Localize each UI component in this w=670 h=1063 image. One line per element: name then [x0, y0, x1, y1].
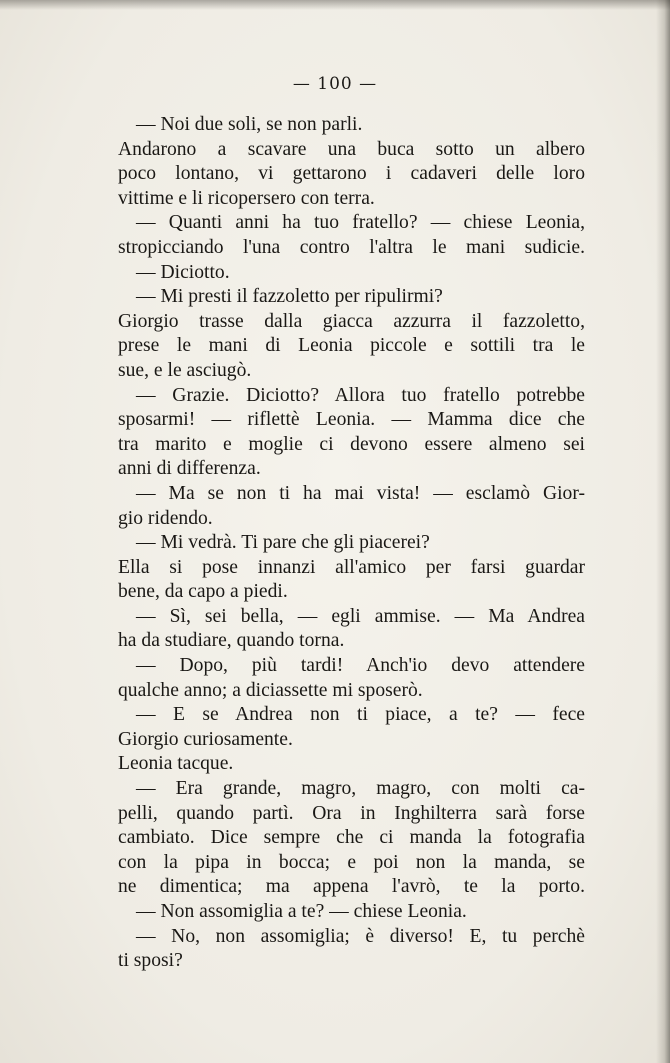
text-line: Giorgio curiosamente.: [118, 728, 293, 750]
text-line: cambiato. Dice sempre che ci manda la fotografia: [118, 827, 585, 849]
text-line: — Era grande, magro, magro, con molti ca-: [136, 778, 585, 800]
text-line: — Quanti anni ha tuo fratello? — chiese Leonia,: [136, 212, 585, 234]
page-number: — 100 —: [292, 74, 378, 94]
text-line: poco lontano, vi gettarono i cadaveri delle loro: [118, 163, 585, 185]
text-line: gio ridendo.: [118, 507, 213, 529]
text-line: — No, non assomiglia; è diverso! E, tu perchè: [136, 925, 585, 947]
text-line: — E se Andrea non ti piace, a te? — fece: [136, 704, 585, 726]
text-line: — Diciotto.: [136, 261, 230, 283]
text-line: — Non assomiglia a te? — chiese Leonia.: [136, 901, 467, 922]
text-line: — Noi due soli, se non parli.: [136, 114, 363, 135]
text-line: sue, e le asciugò.: [118, 359, 252, 381]
text-line: — Mi vedrà. Ti pare che gli piacerei?: [136, 532, 430, 554]
text-line: ti sposi?: [118, 950, 183, 972]
text-line: anni di differenza.: [118, 458, 261, 480]
text-line: ne dimentica; ma appena l'avrò, te la porto.: [118, 876, 585, 898]
text-line: Giorgio trasse dalla giacca azzurra il fazzoletto,: [118, 310, 585, 332]
text-line: — Dopo, più tardi! Anch'io devo attendere: [136, 655, 585, 677]
text-line: ha da studiare, quando torna.: [118, 630, 345, 652]
text-line: tra marito e moglie ci devono essere almeno sei: [118, 433, 585, 455]
page-binding-shadow: [656, 0, 670, 1063]
body-text: [118, 113, 585, 974]
text-line: sposarmi! — riflettè Leonia. — Mamma dice che: [118, 409, 585, 431]
text-line: Leonia tacque.: [118, 753, 234, 775]
text-line: bene, da capo a piedi.: [118, 581, 288, 603]
text-line: — Mi presti il fazzoletto per ripulirmi?: [136, 286, 443, 308]
text-line: con la pipa in bocca; e poi non la manda, se: [118, 851, 585, 873]
text-line: qualche anno; a diciassette mi sposerò.: [118, 679, 423, 701]
text-line: — Ma se non ti ha mai vista! — esclamò Gior-: [136, 482, 585, 504]
text-line: stropicciando l'una contro l'altra le mani sudicie.: [118, 236, 585, 258]
text-line: Ella si pose innanzi all'amico per farsi guardar: [118, 556, 585, 578]
text-line: pelli, quando partì. Ora in Inghilterra sarà forse: [118, 802, 585, 824]
text-line: — Sì, sei bella, — egli ammise. — Ma Andrea: [136, 605, 585, 627]
page-top-shadow: [0, 0, 670, 10]
text-line: vittime e li ricopersero con terra.: [118, 187, 375, 209]
text-line: — Grazie. Diciotto? Allora tuo fratello potrebbe: [136, 384, 585, 406]
text-line: prese le mani di Leonia piccole e sottili tra le: [118, 335, 585, 357]
text-line: Andarono a scavare una buca sotto un albero: [118, 138, 585, 160]
